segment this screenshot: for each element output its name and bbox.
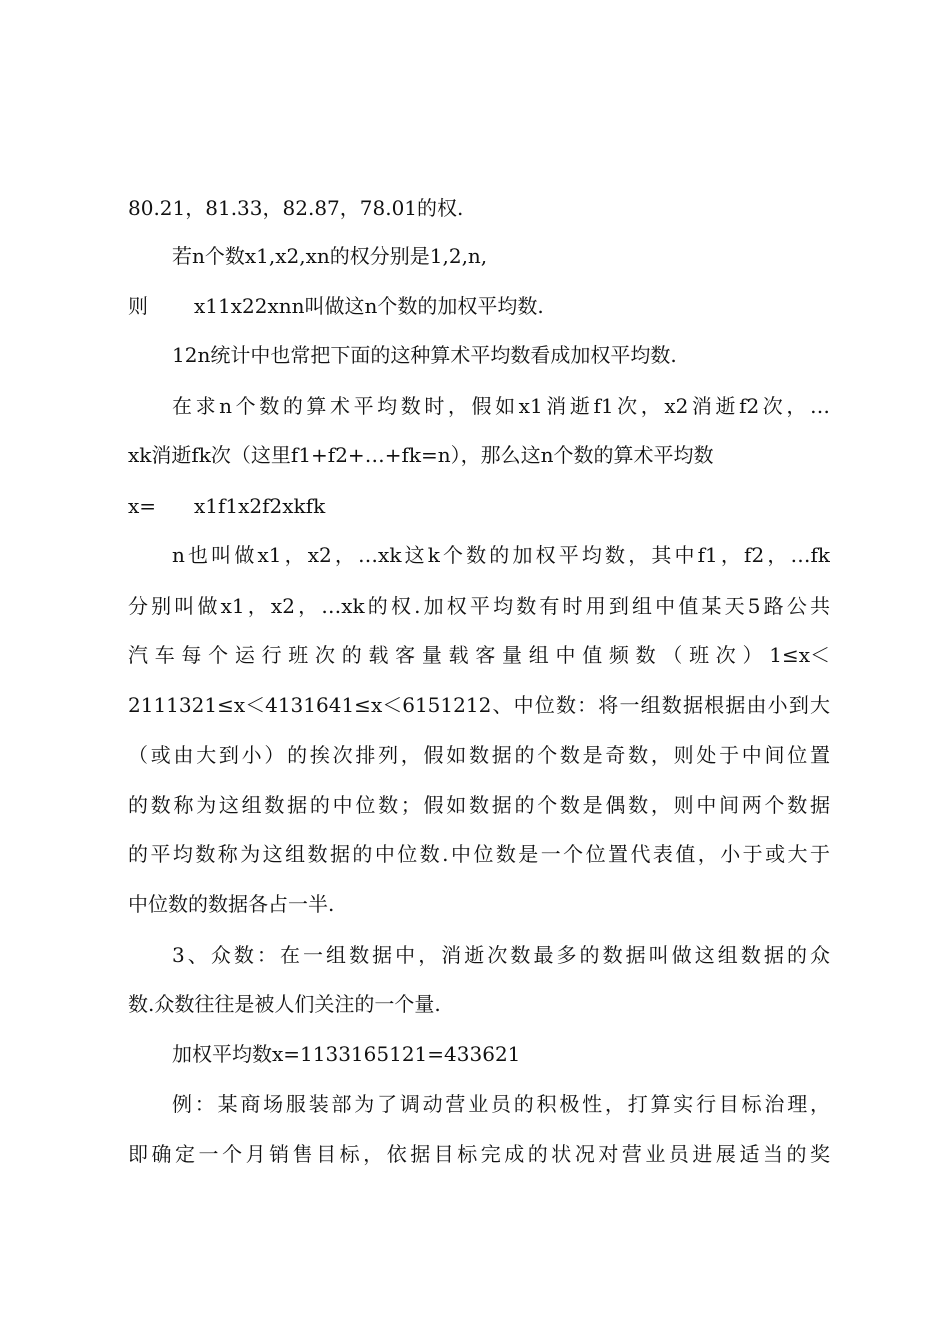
formula-line: [128, 292, 830, 320]
text-line: 加权平均数x=1133165121=433621: [172, 1042, 521, 1066]
text-line: 例：某商场服装部为了调动营业员的积极性，打算实行目标治理，: [172, 1092, 830, 1116]
formula-label: x=: [128, 494, 157, 518]
formula-text: x11x22xnn叫做这n个数的加权平均数.: [194, 294, 544, 318]
text-line: 80.21，81.33，82.87，78.01的权.: [128, 196, 464, 220]
formula-line: [128, 492, 830, 520]
text-line: xk消逝fk次（这里f1+f2+…+fk=n），那么这n个数的算术平均数: [128, 443, 714, 467]
text-line: 分别叫做x1，x2，…xk的权.加权平均数有时用到组中值某天5路公共: [128, 594, 830, 618]
text-line: 汽车每个运行班次的载客量载客量组中值频数（班次）1≤x＜: [128, 643, 830, 667]
formula-label: 则: [128, 294, 148, 318]
text-line: 在求n个数的算术平均数时，假如x1消逝f1次，x2消逝f2次，…: [172, 394, 830, 418]
text-line: 数.众数往往是被人们关注的一个量.: [128, 992, 441, 1016]
text-line: 即确定一个月销售目标，依据目标完成的状况对营业员进展适当的奖: [128, 1142, 830, 1166]
text-line: 3、众数：在一组数据中，消逝次数最多的数据叫做这组数据的众: [172, 943, 830, 967]
text-line: （或由大到小）的挨次排列，假如数据的个数是奇数，则处于中间位置: [128, 743, 830, 767]
text-line: 若n个数x1,x2,xn的权分别是1,2,n,: [172, 244, 488, 268]
text-line: 的平均数称为这组数据的中位数.中位数是一个位置代表值，小于或大于: [128, 842, 830, 866]
text-line: 12n统计中也常把下面的这种算术平均数看成加权平均数.: [172, 343, 677, 367]
formula-text: x1f1x2f2xkfk: [194, 494, 326, 518]
text-line: 的数称为这组数据的中位数；假如数据的个数是偶数，则中间两个数据: [128, 793, 830, 817]
text-line: n也叫做x1，x2，…xk这k个数的加权平均数，其中f1，f2，…fk: [172, 543, 830, 567]
text-line: 中位数的数据各占一半.: [128, 892, 335, 916]
text-line: 2111321≤x＜4131641≤x＜6151212、中位数：将一组数据根据由小到大: [128, 693, 830, 717]
